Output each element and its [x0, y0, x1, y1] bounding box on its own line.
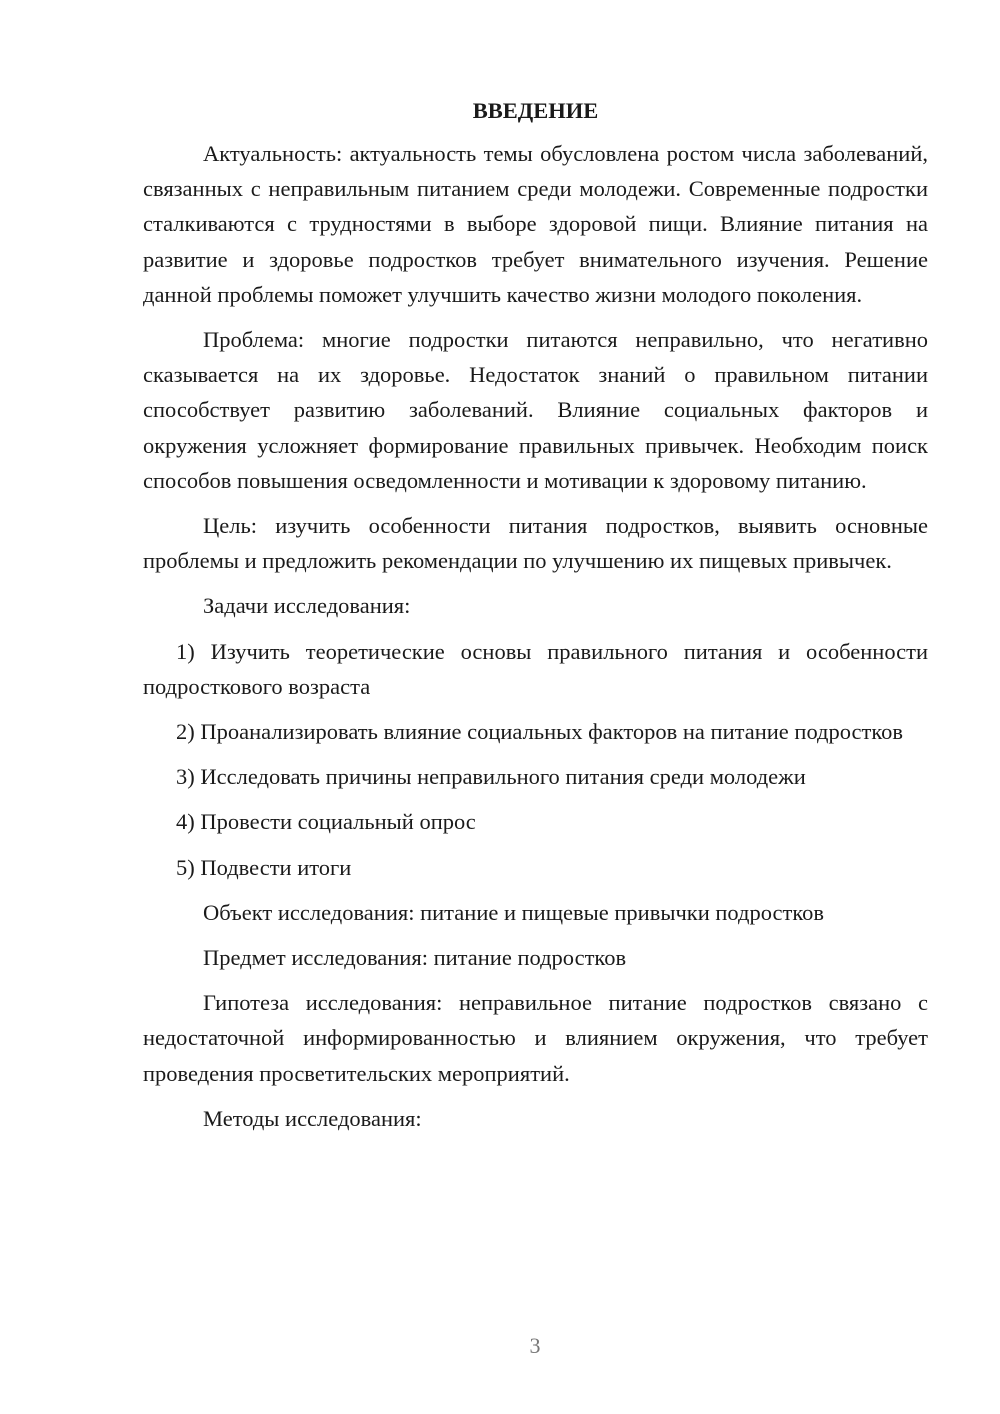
page-number: 3 [529, 1333, 541, 1358]
section-title: ВВЕДЕНИЕ [472, 98, 599, 123]
hypothesis-paragraph: Гипотеза исследования: неправильное питание подростков связано с недостаточной информированностью и влиянием окружения, что требует проведения просветительских мероприятий. [143, 990, 928, 1086]
task-item: 1) Изучить теоретические основы правильного питания и особенности подросткового возраста [143, 638, 928, 699]
object-paragraph: Объект исследования: питание и пищевые привычки подростков [203, 899, 825, 925]
relevance-paragraph: Актуальность: актуальность темы обусловлена ростом числа заболеваний, связанных с неправильным питанием среди молодежи. Современные подростки сталкиваются с трудностями в выборе здоровой пищи. Влияние питания на развитие и здоровье подростков требует внимательного изучения. Решение данной проблемы поможет улучшить качество жизни молодого поколения. [143, 141, 928, 307]
goal-paragraph: Цель: изучить особенности питания подростков, выявить основные проблемы и предложить рекомендации по улучшению их пищевых привычек. [143, 513, 928, 574]
document-page [143, 94, 928, 1146]
methods-heading: Методы исследования: [203, 1105, 422, 1131]
subject-paragraph: Предмет исследования: питание подростков [203, 945, 627, 971]
task-item: 5) Подвести итоги [176, 854, 352, 880]
problem-paragraph: Проблема: многие подростки питаются неправильно, что негативно сказывается на их здоровье. Недостаток знаний о правильном питании способствует развитию заболеваний. Влияние социальных факторов и окружения усложняет формирование правильных привычек. Необходим поиск способов повышения осведомленности и мотивации к здоровому питанию. [143, 327, 928, 493]
task-item: 2) Проанализировать влияние социальных факторов на питание подростков [176, 719, 904, 745]
task-item: 3) Исследовать причины неправильного питания среди молодежи [176, 764, 806, 790]
task-item: 4) Провести социальный опрос [176, 809, 476, 835]
tasks-list [143, 634, 928, 885]
tasks-heading: Задачи исследования: [203, 593, 411, 619]
